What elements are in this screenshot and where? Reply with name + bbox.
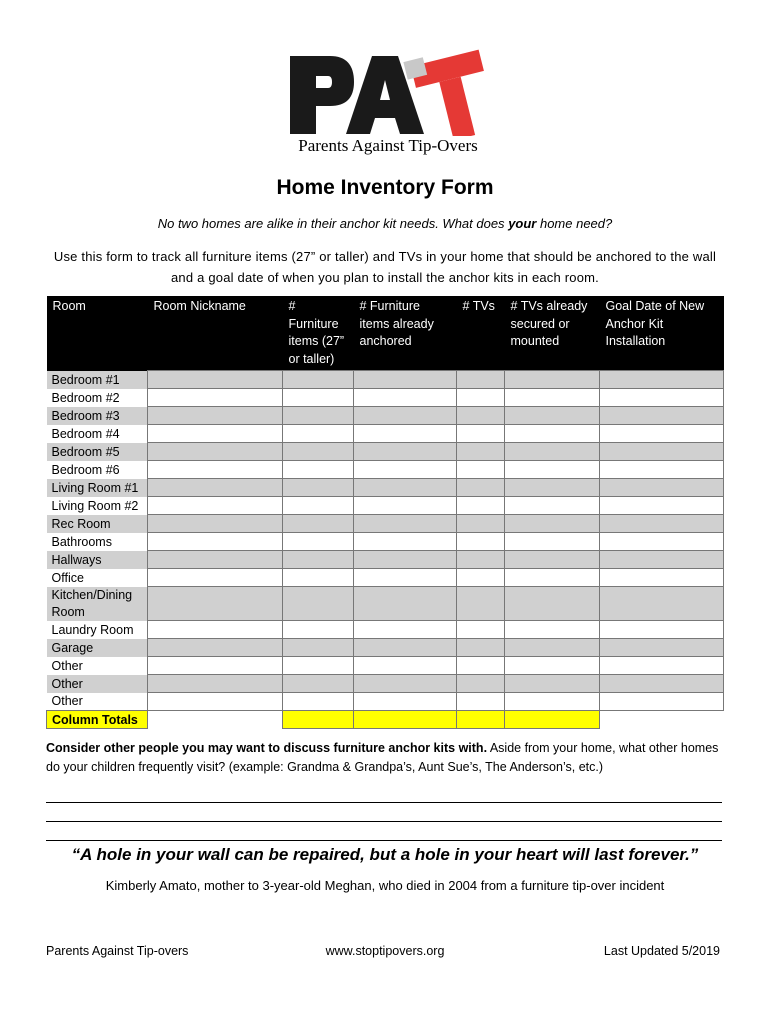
input-cell[interactable] (283, 479, 354, 497)
table-row (47, 587, 724, 621)
table-row (47, 479, 724, 497)
room-label: Bedroom #5 (47, 443, 148, 461)
input-cell[interactable] (600, 569, 724, 587)
input-cell[interactable] (354, 371, 457, 389)
input-cell[interactable] (600, 693, 724, 711)
inventory-table (46, 296, 724, 729)
col-header: # TVs (457, 296, 505, 371)
input-cell[interactable] (457, 621, 505, 639)
input-cell[interactable] (283, 407, 354, 425)
input-cell[interactable] (505, 533, 600, 551)
table-row (47, 389, 724, 407)
table-row (47, 569, 724, 587)
input-cell[interactable] (148, 621, 283, 639)
input-cell[interactable] (505, 551, 600, 569)
totals-cell[interactable] (505, 711, 600, 729)
input-cell[interactable] (505, 675, 600, 693)
input-cell[interactable] (283, 587, 354, 621)
input-cell[interactable] (457, 461, 505, 479)
input-cell[interactable] (283, 569, 354, 587)
page-title: Home Inventory Form (276, 176, 494, 199)
consider-paragraph (46, 739, 726, 777)
room-label: Bedroom #3 (47, 407, 148, 425)
input-cell[interactable] (600, 639, 724, 657)
room-label: Bedroom #4 (47, 425, 148, 443)
input-cell[interactable] (283, 371, 354, 389)
input-cell[interactable] (457, 569, 505, 587)
input-cell[interactable] (600, 587, 724, 621)
input-cell[interactable] (283, 497, 354, 515)
input-cell[interactable] (600, 675, 724, 693)
input-cell[interactable] (354, 443, 457, 461)
room-label: Bedroom #1 (47, 371, 148, 389)
input-cell[interactable] (505, 569, 600, 587)
subtitle-bold: your (508, 216, 537, 231)
table-row (47, 425, 724, 443)
input-cell[interactable] (600, 533, 724, 551)
consider-rest: Aside from your home, what other homes do your children frequently visit? (example: Grandma & Grandpa’s, Aunt Sue’s, The Anderson’s, etc.) (46, 741, 719, 774)
input-cell[interactable] (354, 461, 457, 479)
table-row (47, 515, 724, 533)
input-cell[interactable] (457, 443, 505, 461)
input-cell[interactable] (148, 639, 283, 657)
input-cell[interactable] (505, 497, 600, 515)
input-cell[interactable] (600, 371, 724, 389)
input-cell[interactable] (505, 389, 600, 407)
input-cell[interactable] (283, 533, 354, 551)
input-cell[interactable] (600, 621, 724, 639)
table-row (47, 693, 724, 711)
input-cell[interactable] (457, 675, 505, 693)
input-cell[interactable] (505, 587, 600, 621)
write-in-line[interactable] (46, 784, 722, 803)
input-cell[interactable] (354, 621, 457, 639)
input-cell[interactable] (283, 639, 354, 657)
col-header: # Furniture items (27” or taller) (283, 296, 354, 371)
input-cell[interactable] (354, 569, 457, 587)
input-cell[interactable] (600, 461, 724, 479)
input-cell[interactable] (354, 657, 457, 675)
input-cell[interactable] (505, 693, 600, 711)
footer-org: Parents Against Tip-overs (46, 944, 189, 958)
pat-logo (288, 44, 488, 160)
table-row (47, 657, 724, 675)
input-cell[interactable] (600, 551, 724, 569)
input-cell[interactable] (354, 479, 457, 497)
pat-logo-mark (288, 44, 488, 136)
room-label: Other (47, 693, 148, 711)
input-cell[interactable] (457, 657, 505, 675)
input-cell[interactable] (457, 587, 505, 621)
input-cell[interactable] (457, 425, 505, 443)
room-label: Bedroom #6 (47, 461, 148, 479)
input-cell[interactable] (283, 657, 354, 675)
table-row (47, 443, 724, 461)
input-cell[interactable] (148, 479, 283, 497)
input-cell[interactable] (457, 389, 505, 407)
totals-cell[interactable] (283, 711, 354, 729)
input-cell[interactable] (148, 407, 283, 425)
input-cell[interactable] (505, 657, 600, 675)
table-row (47, 621, 724, 639)
input-cell[interactable] (505, 461, 600, 479)
table-row (47, 639, 724, 657)
input-cell[interactable] (354, 515, 457, 533)
input-cell[interactable] (354, 587, 457, 621)
input-cell[interactable] (505, 443, 600, 461)
input-cell[interactable] (457, 515, 505, 533)
col-header: Room (47, 296, 148, 371)
input-cell[interactable] (505, 371, 600, 389)
input-cell[interactable] (354, 407, 457, 425)
room-label: Living Room #1 (47, 479, 148, 497)
subtitle (0, 216, 770, 231)
totals-blank-cell (600, 711, 724, 729)
input-cell[interactable] (457, 371, 505, 389)
input-cell[interactable] (505, 515, 600, 533)
input-cell[interactable] (457, 497, 505, 515)
input-cell[interactable] (283, 389, 354, 407)
input-cell[interactable] (148, 587, 283, 621)
table-row (47, 675, 724, 693)
input-cell[interactable] (148, 693, 283, 711)
input-cell[interactable] (600, 425, 724, 443)
room-label: Other (47, 675, 148, 693)
input-cell[interactable] (148, 461, 283, 479)
room-label: Hallways (47, 551, 148, 569)
input-cell[interactable] (457, 407, 505, 425)
input-cell[interactable] (148, 569, 283, 587)
totals-label: Column Totals (47, 711, 148, 729)
subtitle-before: No two homes are alike in their anchor kit needs. What does (157, 216, 509, 231)
totals-cell[interactable] (457, 711, 505, 729)
intro-text: Use this form to track all furniture items (27” or taller) and TVs in your home that should be anchored to the wall and a goal date of when you plan to install the anchor kits in each room. (53, 249, 717, 285)
input-cell[interactable] (354, 497, 457, 515)
input-cell[interactable] (457, 551, 505, 569)
write-in-lines (46, 784, 722, 841)
input-cell[interactable] (283, 425, 354, 443)
input-cell[interactable] (354, 639, 457, 657)
input-cell[interactable] (283, 621, 354, 639)
input-cell[interactable] (505, 425, 600, 443)
input-cell[interactable] (600, 443, 724, 461)
input-cell[interactable] (600, 657, 724, 675)
room-label: Kitchen/Dining Room (47, 587, 148, 621)
input-cell[interactable] (283, 675, 354, 693)
input-cell[interactable] (148, 515, 283, 533)
input-cell[interactable] (354, 425, 457, 443)
input-cell[interactable] (457, 479, 505, 497)
input-cell[interactable] (283, 515, 354, 533)
room-label: Laundry Room (47, 621, 148, 639)
table-row (47, 551, 724, 569)
input-cell[interactable] (283, 551, 354, 569)
input-cell[interactable] (354, 551, 457, 569)
consider-bold: Consider other people you may want to discuss furniture anchor kits with. (46, 741, 488, 755)
input-cell[interactable] (354, 675, 457, 693)
room-label: Office (47, 569, 148, 587)
input-cell[interactable] (148, 497, 283, 515)
input-cell[interactable] (457, 693, 505, 711)
table-row (47, 371, 724, 389)
input-cell[interactable] (283, 693, 354, 711)
totals-blank-cell (148, 711, 283, 729)
subtitle-after: home need? (536, 216, 613, 231)
table-header-row (47, 296, 724, 371)
room-label: Bedroom #2 (47, 389, 148, 407)
footer-website: www.stoptipovers.org (325, 944, 445, 958)
col-header: Goal Date of New Anchor Kit Installation (600, 296, 724, 371)
input-cell[interactable] (505, 621, 600, 639)
input-cell[interactable] (600, 515, 724, 533)
input-cell[interactable] (148, 551, 283, 569)
input-cell[interactable] (148, 371, 283, 389)
input-cell[interactable] (148, 443, 283, 461)
input-cell[interactable] (148, 675, 283, 693)
input-cell[interactable] (600, 389, 724, 407)
input-cell[interactable] (148, 389, 283, 407)
footer-updated: Last Updated 5/2019 (603, 944, 720, 958)
input-cell[interactable] (505, 639, 600, 657)
room-label: Garage (47, 639, 148, 657)
input-cell[interactable] (283, 443, 354, 461)
input-cell[interactable] (148, 657, 283, 675)
table-row (47, 497, 724, 515)
totals-row (47, 711, 724, 729)
room-label: Bathrooms (47, 533, 148, 551)
totals-cell[interactable] (354, 711, 457, 729)
table-row (47, 461, 724, 479)
input-cell[interactable] (354, 389, 457, 407)
col-header: Room Nickname (148, 296, 283, 371)
room-label: Rec Room (47, 515, 148, 533)
quote-attribution: Kimberly Amato, mother to 3-year-old Meghan, who died in 2004 from a furniture tip-over incident (105, 878, 665, 893)
input-cell[interactable] (354, 693, 457, 711)
table-row (47, 533, 724, 551)
input-cell[interactable] (354, 533, 457, 551)
input-cell[interactable] (600, 407, 724, 425)
table-row (47, 407, 724, 425)
input-cell[interactable] (505, 407, 600, 425)
quote: “A hole in your wall can be repaired, but a hole in your heart will last forever.” (71, 845, 699, 864)
input-cell[interactable] (600, 497, 724, 515)
input-cell[interactable] (600, 479, 724, 497)
write-in-line[interactable] (46, 822, 722, 841)
input-cell[interactable] (148, 533, 283, 551)
room-label: Other (47, 657, 148, 675)
input-cell[interactable] (148, 425, 283, 443)
room-label: Living Room #2 (47, 497, 148, 515)
logo-tagline: Parents Against Tip-Overs (298, 136, 478, 155)
col-header: # TVs already secured or mounted (505, 296, 600, 371)
input-cell[interactable] (457, 639, 505, 657)
input-cell[interactable] (505, 479, 600, 497)
write-in-line[interactable] (46, 803, 722, 822)
input-cell[interactable] (457, 533, 505, 551)
col-header: # Furniture items already anchored (354, 296, 457, 371)
input-cell[interactable] (283, 461, 354, 479)
